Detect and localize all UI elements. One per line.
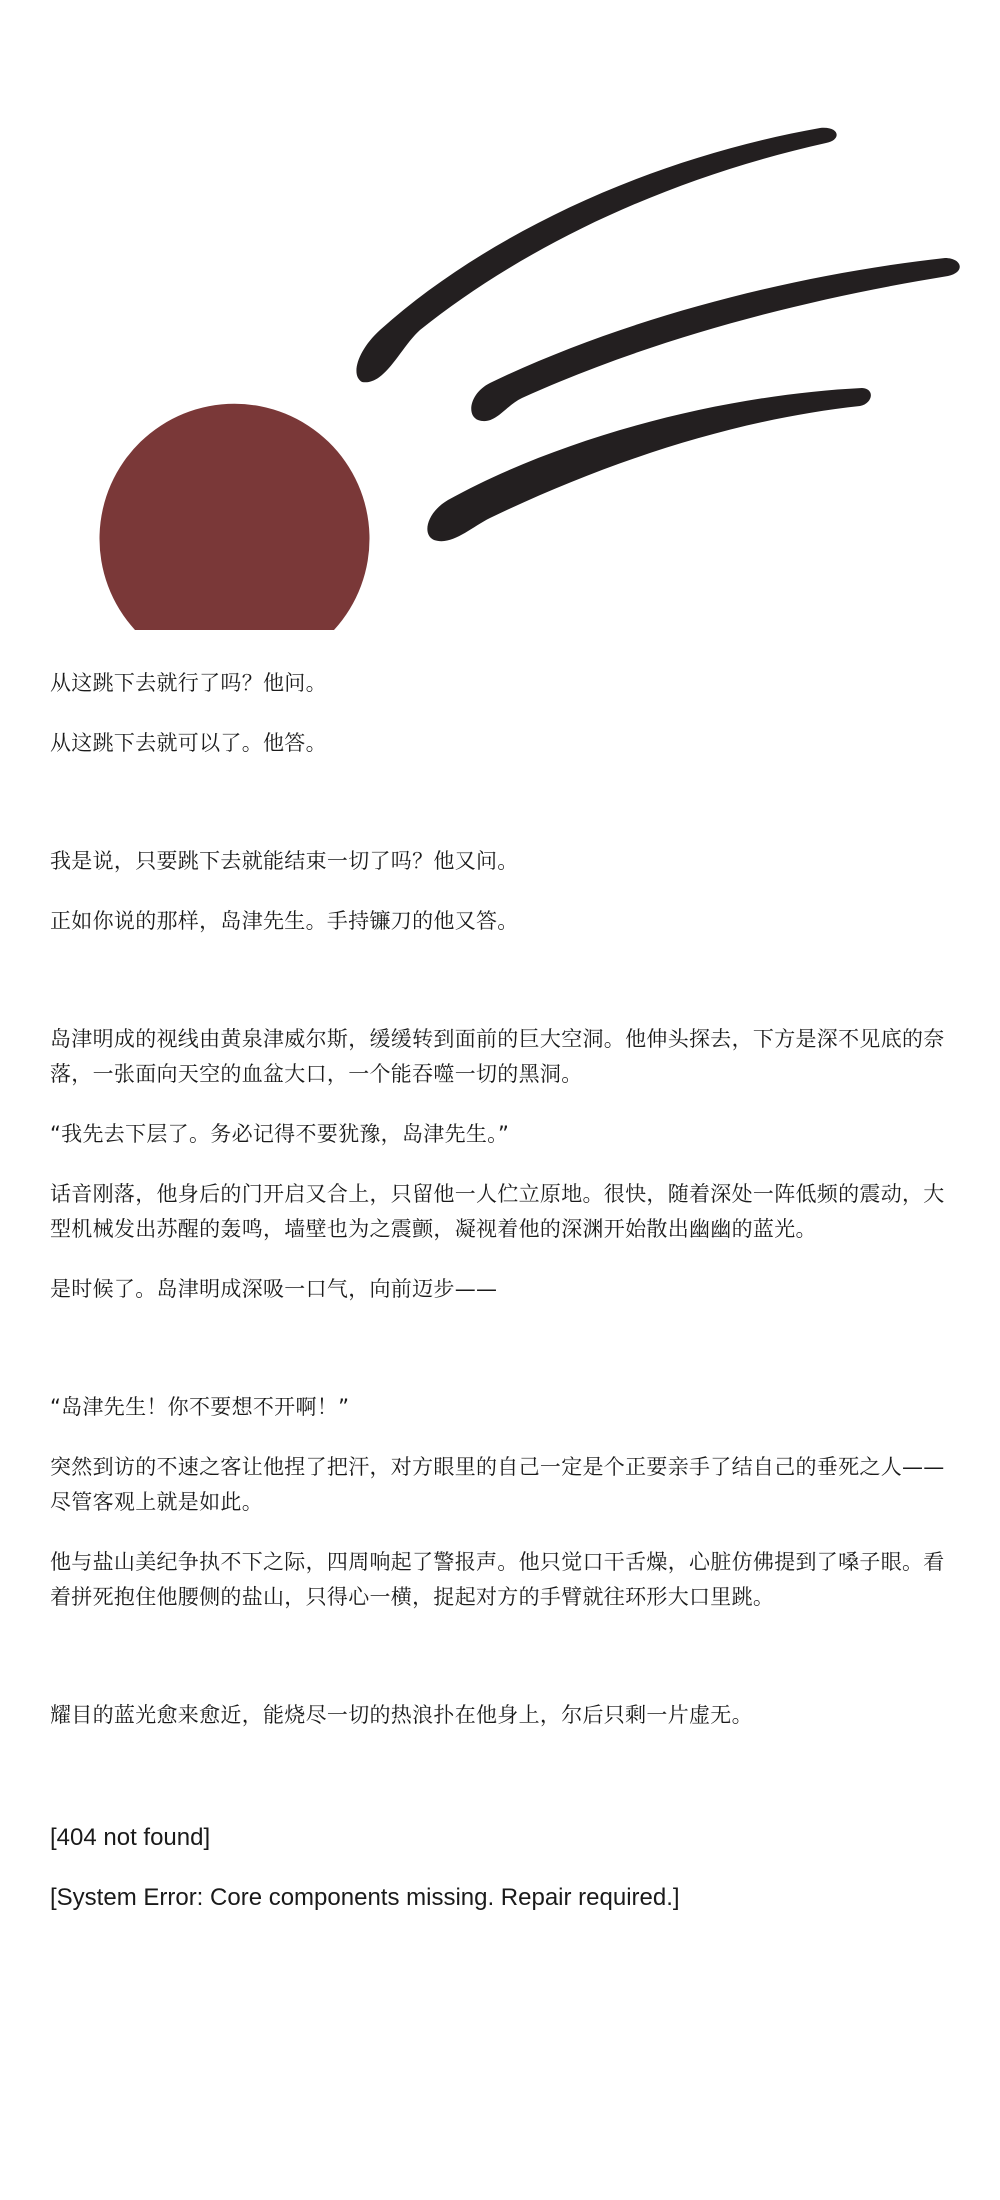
- section-spacer: [50, 1758, 950, 1820]
- section-spacer: [50, 964, 950, 1022]
- section-spacer: [50, 1332, 950, 1390]
- story-paragraph: 他与盐山美纪争执不下之际，四周响起了警报声。他只觉口干舌燥，心脏仿佛提到了嗓子眼。看着拼死抱住他腰侧的盐山，只得心一横，捉起对方的手臂就往环形大口里跳。: [50, 1550, 945, 1609]
- story-body: [50, 666, 950, 1940]
- story-paragraph: “我先去下层了。务必记得不要犹豫，岛津先生。”: [50, 1122, 510, 1146]
- error-message: [404 not found]: [50, 1824, 211, 1851]
- story-paragraph: 是时候了。岛津明成深吸一口气，向前迈步——: [50, 1277, 498, 1301]
- story-paragraph: “岛津先生！你不要想不开啊！”: [50, 1395, 350, 1419]
- black-brush-stroke-icon: [356, 128, 959, 541]
- header-illustration: [0, 0, 1000, 640]
- story-paragraph: 突然到访的不速之客让他捏了把汗，对方眼里的自己一定是个正要亲手了结自己的垂死之人——尽管客观上就是如此。: [50, 1455, 945, 1514]
- section-spacer: [50, 1640, 950, 1698]
- story-paragraph: 我是说，只要跳下去就能结束一切了吗？他又问。: [50, 849, 519, 873]
- red-sun-icon: [100, 404, 370, 630]
- system-error-message: [System Error: Core components missing. Repair required.]: [50, 1884, 680, 1911]
- story-paragraph: 话音刚落，他身后的门开启又合上，只留他一人伫立原地。很快，随着深处一阵低频的震动，大型机械发出苏醒的轰鸣，墙壁也为之震颤，凝视着他的深渊开始散出幽幽的蓝光。: [50, 1182, 945, 1241]
- story-paragraph: 从这跳下去就行了吗？他问。: [50, 671, 327, 695]
- story-paragraph: 从这跳下去就可以了。他答。: [50, 731, 327, 755]
- story-paragraph: 耀目的蓝光愈来愈近，能烧尽一切的热浪扑在他身上，尔后只剩一片虚无。: [50, 1703, 753, 1727]
- section-spacer: [50, 786, 950, 844]
- story-paragraph: 正如你说的那样，岛津先生。手持镰刀的他又答。: [50, 909, 519, 933]
- story-paragraph: 岛津明成的视线由黄泉津威尔斯，缓缓转到面前的巨大空洞。他伸头探去，下方是深不见底的奈落，一张面向天空的血盆大口，一个能吞噬一切的黑洞。: [50, 1027, 945, 1086]
